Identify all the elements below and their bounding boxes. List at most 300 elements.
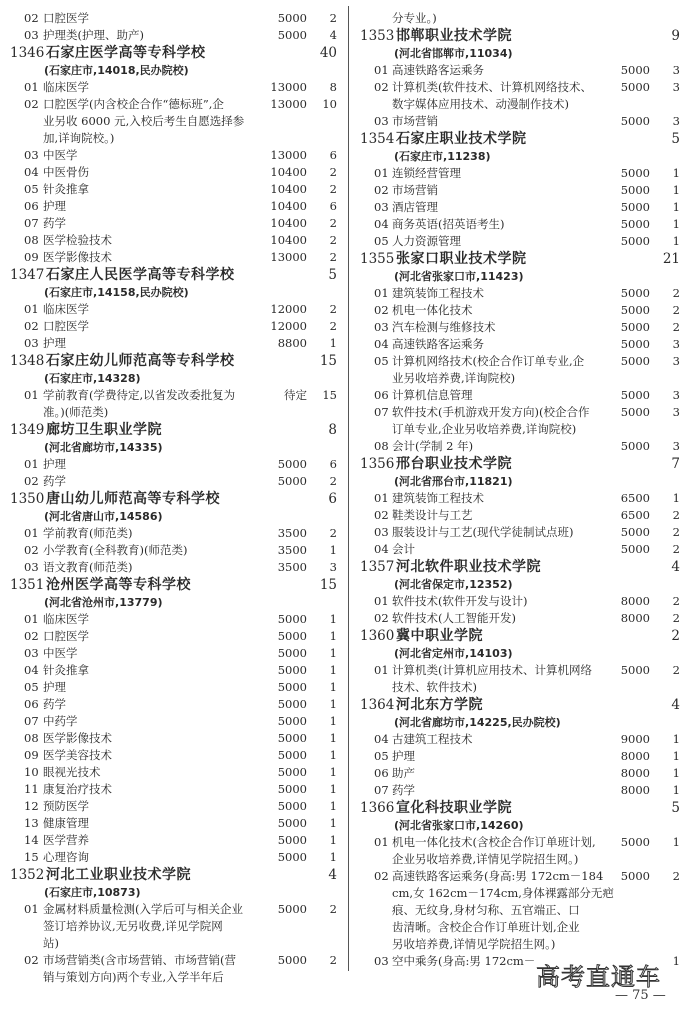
school-info <box>0 439 345 456</box>
school-location-code: (河北省邢台市,11821) <box>394 475 513 488</box>
tuition-fee: 5000 <box>620 166 650 180</box>
major-row-continued <box>0 918 345 935</box>
school-info <box>0 62 345 79</box>
major-row <box>352 319 688 336</box>
major-row <box>352 216 688 233</box>
enrollment-quota: 1 <box>329 680 337 694</box>
major-row <box>0 628 345 645</box>
enrollment-quota: 1 <box>329 748 337 762</box>
school-code: 1350 <box>10 491 45 507</box>
tuition-fee: 3500 <box>277 560 307 574</box>
school-total-quota: 5 <box>671 131 680 147</box>
continued-text <box>352 10 688 27</box>
school-name: 石家庄人民医学高等专科学校 <box>46 267 235 283</box>
major-code: 02 <box>374 80 389 94</box>
major-name-line: 药学 <box>43 474 66 488</box>
major-name-line: 齿清晰。含校企合作订单班计划,企业 <box>392 920 580 934</box>
major-name-line: 中医学 <box>43 148 78 162</box>
school-location-code: (河北省保定市,12352) <box>394 578 513 591</box>
school-total-quota: 6 <box>328 491 337 507</box>
major-code: 08 <box>374 439 389 453</box>
tuition-fee: 5000 <box>277 782 307 796</box>
tuition-fee: 5000 <box>620 663 650 677</box>
enrollment-quota: 2 <box>672 508 680 522</box>
major-row <box>352 438 688 455</box>
major-row <box>352 731 688 748</box>
major-row-continued <box>352 96 688 113</box>
tuition-fee: 5000 <box>277 28 307 42</box>
school-name: 河北东方学院 <box>396 697 483 713</box>
major-code: 03 <box>24 28 39 42</box>
major-name-line: 护理 <box>43 457 66 471</box>
school-name: 河北工业职业技术学院 <box>46 867 191 883</box>
enrollment-quota: 3 <box>672 63 680 77</box>
enrollment-quota: 1 <box>329 629 337 643</box>
tuition-fee: 5000 <box>620 525 650 539</box>
tuition-fee: 5000 <box>620 183 650 197</box>
major-row <box>0 96 345 113</box>
major-row <box>0 147 345 164</box>
school-location-code: (河北省张家口市,11423) <box>394 270 524 283</box>
major-code: 09 <box>24 250 39 264</box>
major-name-line: 医学影像技术 <box>43 250 112 264</box>
major-name-line: 建筑装饰工程技术 <box>392 286 484 300</box>
major-row-continued <box>0 130 345 147</box>
major-row <box>0 249 345 266</box>
school-header <box>352 27 688 45</box>
school-location-code: (河北省张家口市,14260) <box>394 819 524 832</box>
major-row <box>0 662 345 679</box>
tuition-fee: 5000 <box>277 816 307 830</box>
major-name-line: 健康管理 <box>43 816 89 830</box>
school-code: 1347 <box>10 267 45 283</box>
tuition-fee: 5000 <box>620 354 650 368</box>
school-code: 1353 <box>360 28 395 44</box>
major-name-line: 人力资源管理 <box>392 234 461 248</box>
major-row <box>0 525 345 542</box>
major-name-line: 机电一体化技术 <box>392 303 473 317</box>
major-name-line: 眼视光技术 <box>43 765 101 779</box>
enrollment-quota: 2 <box>672 869 680 883</box>
enrollment-quota: 6 <box>329 148 337 162</box>
major-row <box>0 611 345 628</box>
major-name-line: 中医骨伤 <box>43 165 89 179</box>
tuition-fee: 5000 <box>620 439 650 453</box>
tuition-fee: 10400 <box>270 182 307 196</box>
major-row <box>352 79 688 96</box>
right-column <box>352 10 688 970</box>
major-row-continued <box>352 421 688 438</box>
major-row <box>352 199 688 216</box>
tuition-fee: 10400 <box>270 216 307 230</box>
tuition-fee: 10400 <box>270 233 307 247</box>
major-name-line: 商务英语(招英语考生) <box>392 217 505 231</box>
major-code: 01 <box>374 663 389 677</box>
school-info <box>352 45 688 62</box>
major-code: 15 <box>24 850 39 864</box>
enrollment-quota: 1 <box>672 749 680 763</box>
major-row <box>0 832 345 849</box>
enrollment-quota: 1 <box>672 732 680 746</box>
school-code: 1364 <box>360 697 395 713</box>
enrollment-quota: 3 <box>672 388 680 402</box>
major-row-continued <box>0 935 345 952</box>
major-name-line: 建筑装饰工程技术 <box>392 491 484 505</box>
enrollment-quota: 2 <box>672 542 680 556</box>
school-total-quota: 4 <box>671 697 680 713</box>
major-name-line: 高速铁路客运乘务(身高:男 172cm－184 <box>392 869 604 883</box>
major-name-line: 医学检验技术 <box>43 233 112 247</box>
tuition-fee: 5000 <box>277 629 307 643</box>
major-row <box>0 335 345 352</box>
major-name-line: 市场营销 <box>392 183 438 197</box>
major-row <box>0 952 345 969</box>
school-header <box>0 421 345 439</box>
tuition-fee: 8000 <box>620 783 650 797</box>
major-name-line: 订单专业,企业另收培养费,详询院校) <box>392 422 577 436</box>
school-name: 宣化科技职业学院 <box>396 800 512 816</box>
major-code: 02 <box>24 97 39 111</box>
major-name-line: 分专业。) <box>392 11 437 25</box>
enrollment-quota: 1 <box>329 697 337 711</box>
school-name: 邯郸职业技术学院 <box>396 28 512 44</box>
school-total-quota: 21 <box>662 251 680 267</box>
enrollment-quota: 1 <box>329 646 337 660</box>
tuition-fee: 待定 <box>284 388 307 402</box>
tuition-fee: 8800 <box>277 336 307 350</box>
major-code: 04 <box>374 337 389 351</box>
major-name-line: 小学教育(全科教育)(师范类) <box>43 543 188 557</box>
school-name: 沧州医学高等专科学校 <box>46 577 191 593</box>
major-name-line: 口腔医学(内含校企合作“德标班”,企 <box>43 97 224 111</box>
school-code: 1351 <box>10 577 45 593</box>
enrollment-quota: 1 <box>329 714 337 728</box>
major-row <box>352 387 688 404</box>
school-location-code: (石家庄市,14158,民办院校) <box>44 286 189 299</box>
major-name-line: 另收培养费,详情见学院招生网。) <box>392 937 556 951</box>
major-name-line: 计算机网络技术(校企合作订单专业,企 <box>392 354 585 368</box>
major-row-continued <box>352 885 688 902</box>
major-code: 01 <box>24 80 39 94</box>
major-row <box>0 232 345 249</box>
tuition-fee: 12000 <box>270 302 307 316</box>
major-row <box>0 473 345 490</box>
major-code: 09 <box>24 748 39 762</box>
major-name-line: 医学营养 <box>43 833 89 847</box>
tuition-fee: 10400 <box>270 165 307 179</box>
major-row <box>0 815 345 832</box>
major-row-continued <box>0 113 345 130</box>
enrollment-quota: 2 <box>329 474 337 488</box>
school-info <box>352 473 688 490</box>
major-code: 04 <box>24 165 39 179</box>
tuition-fee: 10400 <box>270 199 307 213</box>
major-name-line: 加,详询院校。) <box>43 131 115 145</box>
tuition-fee: 5000 <box>277 902 307 916</box>
major-name-line: 针灸推拿 <box>43 663 89 677</box>
major-name-line: 技术、软件技术) <box>392 680 477 694</box>
major-row <box>352 62 688 79</box>
major-code: 08 <box>24 731 39 745</box>
major-row <box>352 834 688 851</box>
school-header <box>0 576 345 594</box>
major-row <box>352 610 688 627</box>
major-code: 02 <box>374 611 389 625</box>
tuition-fee: 5000 <box>620 405 650 419</box>
enrollment-quota: 1 <box>329 765 337 779</box>
major-row <box>352 748 688 765</box>
major-row <box>0 679 345 696</box>
column-divider <box>348 6 349 971</box>
school-header <box>352 558 688 576</box>
major-name-line: 高速铁路客运乘务 <box>392 63 484 77</box>
enrollment-quota: 2 <box>329 165 337 179</box>
tuition-fee: 5000 <box>277 731 307 745</box>
major-row <box>0 456 345 473</box>
major-name-line: 计算机类(软件技术、计算机网络技术、 <box>392 80 592 94</box>
enrollment-quota: 1 <box>329 850 337 864</box>
major-code: 06 <box>24 199 39 213</box>
major-code: 05 <box>374 749 389 763</box>
enrollment-quota: 2 <box>329 902 337 916</box>
major-code: 01 <box>24 388 39 402</box>
school-total-quota: 9 <box>671 28 680 44</box>
tuition-fee: 9000 <box>620 732 650 746</box>
major-name-line: 业另收 6000 元,入校后考生自愿选择参 <box>43 114 245 128</box>
school-location-code: (河北省廊坊市,14335) <box>44 441 163 454</box>
major-code: 05 <box>24 182 39 196</box>
major-code: 06 <box>24 697 39 711</box>
major-row <box>352 662 688 679</box>
school-name: 石家庄幼儿师范高等专科学校 <box>46 353 235 369</box>
major-row <box>0 559 345 576</box>
major-name-line: 签订培养协议,无另收费,详见学院网 <box>43 919 223 933</box>
major-row <box>352 285 688 302</box>
enrollment-quota: 2 <box>672 286 680 300</box>
major-row <box>0 181 345 198</box>
major-name-line: 药学 <box>43 697 66 711</box>
tuition-fee: 8000 <box>620 766 650 780</box>
major-code: 01 <box>24 302 39 316</box>
school-location-code: (石家庄市,10873) <box>44 886 141 899</box>
school-header <box>352 130 688 148</box>
enrollment-quota: 1 <box>672 234 680 248</box>
major-code: 06 <box>374 388 389 402</box>
major-name-line: 计算机信息管理 <box>392 388 473 402</box>
major-name-line: 高速铁路客运乘务 <box>392 337 484 351</box>
school-total-quota: 15 <box>319 353 337 369</box>
major-row-continued <box>352 679 688 696</box>
enrollment-quota: 1 <box>329 612 337 626</box>
major-code: 02 <box>374 303 389 317</box>
major-name-line: 医学影像技术 <box>43 731 112 745</box>
major-code: 03 <box>374 320 389 334</box>
school-header <box>352 696 688 714</box>
school-info <box>0 508 345 525</box>
enrollment-quota: 1 <box>672 166 680 180</box>
major-code: 12 <box>24 799 39 813</box>
enrollment-quota: 2 <box>329 182 337 196</box>
major-code: 10 <box>24 765 39 779</box>
tuition-fee: 5000 <box>277 850 307 864</box>
major-name-line: 助产 <box>392 766 415 780</box>
tuition-fee: 13000 <box>270 148 307 162</box>
major-name-line: 护理 <box>392 749 415 763</box>
tuition-fee: 6500 <box>620 491 650 505</box>
major-row <box>0 164 345 181</box>
enrollment-quota: 3 <box>672 405 680 419</box>
major-row <box>0 781 345 798</box>
school-code: 1357 <box>360 559 395 575</box>
major-name-line: 市场营销 <box>392 114 438 128</box>
school-info <box>0 594 345 611</box>
enrollment-quota: 2 <box>672 320 680 334</box>
major-name-line: 语文教育(师范类) <box>43 560 133 574</box>
school-info <box>352 268 688 285</box>
school-header <box>352 627 688 645</box>
enrollment-quota: 2 <box>672 663 680 677</box>
school-name: 河北软件职业技术学院 <box>396 559 541 575</box>
tuition-fee: 8000 <box>620 749 650 763</box>
major-row <box>0 696 345 713</box>
school-total-quota: 2 <box>671 628 680 644</box>
enrollment-quota: 1 <box>672 200 680 214</box>
major-code: 02 <box>374 508 389 522</box>
school-total-quota: 5 <box>671 800 680 816</box>
tuition-fee: 3500 <box>277 543 307 557</box>
major-name-line: 临床医学 <box>43 80 89 94</box>
major-name-line: 中医学 <box>43 646 78 660</box>
major-row <box>0 27 345 44</box>
major-code: 08 <box>24 233 39 247</box>
major-code: 06 <box>374 766 389 780</box>
major-name-line: 护理 <box>43 199 66 213</box>
tuition-fee: 5000 <box>620 114 650 128</box>
school-total-quota: 5 <box>328 267 337 283</box>
major-name-line: 古建筑工程技术 <box>392 732 473 746</box>
major-name-line: 护理类(护理、助产) <box>43 28 144 42</box>
enrollment-quota: 2 <box>329 216 337 230</box>
major-name-line: 酒店管理 <box>392 200 438 214</box>
school-location-code: (河北省定州市,14103) <box>394 647 513 660</box>
enrollment-quota: 3 <box>329 560 337 574</box>
major-row <box>352 233 688 250</box>
tuition-fee: 5000 <box>277 680 307 694</box>
school-code: 1356 <box>360 456 395 472</box>
major-row <box>0 764 345 781</box>
major-row <box>352 336 688 353</box>
major-name-line: 会计 <box>392 542 415 556</box>
major-code: 01 <box>24 902 39 916</box>
major-name-line: 药学 <box>392 783 415 797</box>
tuition-fee: 13000 <box>270 250 307 264</box>
major-name-line: 市场营销类(含市场营销、市场营销(营 <box>43 953 236 967</box>
enrollment-quota: 1 <box>672 217 680 231</box>
school-total-quota: 4 <box>671 559 680 575</box>
tuition-fee: 5000 <box>620 303 650 317</box>
major-row-continued <box>352 851 688 868</box>
major-code: 05 <box>374 354 389 368</box>
major-code: 03 <box>24 646 39 660</box>
enrollment-quota: 1 <box>672 766 680 780</box>
major-name-line: 站) <box>43 936 59 950</box>
school-name: 邢台职业技术学院 <box>396 456 512 472</box>
major-row <box>0 318 345 335</box>
enrollment-quota: 3 <box>672 80 680 94</box>
school-code: 1349 <box>10 422 45 438</box>
enrollment-quota: 2 <box>672 303 680 317</box>
tuition-fee: 5000 <box>277 833 307 847</box>
major-name-line: 口腔医学 <box>43 629 89 643</box>
major-code: 07 <box>24 714 39 728</box>
major-row-continued <box>352 919 688 936</box>
major-row <box>352 782 688 799</box>
major-name-line: 连锁经营管理 <box>392 166 461 180</box>
major-code: 04 <box>374 542 389 556</box>
enrollment-quota: 2 <box>329 250 337 264</box>
enrollment-quota: 3 <box>672 337 680 351</box>
enrollment-quota: 1 <box>329 782 337 796</box>
major-name-line: 口腔医学 <box>43 11 89 25</box>
major-row <box>352 353 688 370</box>
major-name-line: 医学美容技术 <box>43 748 112 762</box>
major-row <box>0 849 345 866</box>
enrollment-quota: 3 <box>672 439 680 453</box>
major-name-line: 软件技术(手机游戏开发方向)(校企合作 <box>392 405 590 419</box>
school-header <box>0 866 345 884</box>
major-row <box>0 798 345 815</box>
tuition-fee: 8000 <box>620 594 650 608</box>
major-name-line: 汽车检测与维修技术 <box>392 320 496 334</box>
school-total-quota: 15 <box>319 577 337 593</box>
major-name-line: 业另收培养费,详询院校) <box>392 371 516 385</box>
major-code: 03 <box>24 560 39 574</box>
tuition-fee: 8000 <box>620 611 650 625</box>
major-code: 02 <box>24 319 39 333</box>
major-name-line: 预防医学 <box>43 799 89 813</box>
major-code: 01 <box>374 63 389 77</box>
school-info <box>0 370 345 387</box>
enrollment-quota: 2 <box>329 526 337 540</box>
major-code: 04 <box>374 217 389 231</box>
major-row <box>352 404 688 421</box>
enrollment-quota: 1 <box>329 799 337 813</box>
tuition-fee: 13000 <box>270 97 307 111</box>
major-row <box>0 542 345 559</box>
school-location-code: (河北省邯郸市,11034) <box>394 47 513 60</box>
major-name-line: 机电一体化技术(含校企合作订单班计划, <box>392 835 596 849</box>
major-name-line: 销与策划方向)两个专业,入学半年后 <box>43 970 224 984</box>
major-code: 02 <box>24 953 39 967</box>
tuition-fee: 5000 <box>620 217 650 231</box>
enrollment-quota: 1 <box>329 543 337 557</box>
major-code: 01 <box>24 526 39 540</box>
major-row-continued <box>352 370 688 387</box>
school-name: 冀中职业学院 <box>396 628 483 644</box>
tuition-fee: 6500 <box>620 508 650 522</box>
school-location-code: (石家庄市,11238) <box>394 150 491 163</box>
enrollment-quota: 1 <box>329 663 337 677</box>
major-name-line: 会计(学制 2 年) <box>392 439 474 453</box>
major-name-line: 空中乘务(身高:男 172cm－ <box>392 954 536 968</box>
tuition-fee: 5000 <box>620 337 650 351</box>
major-name-line: 软件技术(人工智能开发) <box>392 611 516 625</box>
major-row <box>352 302 688 319</box>
major-name-line: 服装设计与工艺(现代学徒制试点班) <box>392 525 574 539</box>
tuition-fee: 5000 <box>620 63 650 77</box>
major-name-line: 护理 <box>43 336 66 350</box>
major-code: 04 <box>24 663 39 677</box>
